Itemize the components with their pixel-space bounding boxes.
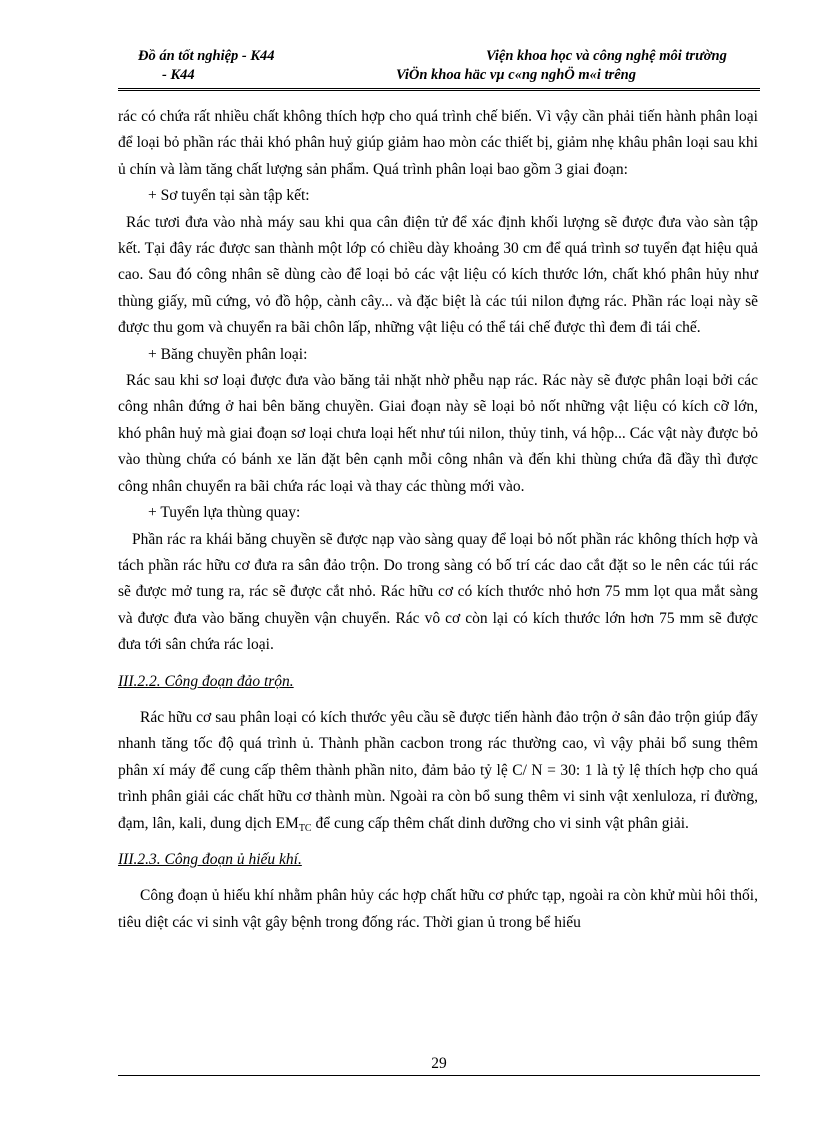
section-heading-u-hieu-khi: III.2.3. Công đoạn ủ hiếu khí. [118, 850, 302, 868]
paragraph: Phần rác ra khái băng chuyền sẽ được nạp vào sàng quay để loại bỏ nốt phần rác không thích hợp và tách phần rác hữu cơ đưa ra sân đảo trộn. Do trong sàng có bố trí các dao cắt đặt so le nên các túi rác sẽ được mở tung ra, rác sẽ được cắt nhỏ. Rác hữu cơ có kích thước nhỏ hơn 75 mm lọt qua mắt sàng và được đưa vào băng chuyền vận chuyển. Rác vô cơ còn lại có kích thước lớn hơn 75 mm sẽ được đưa tới sân chứa rác loại. [118, 530, 758, 654]
page-header [118, 48, 760, 88]
paragraph: Công đoạn ủ hiếu khí nhằm phân hủy các hợp chất hữu cơ phức tạp, ngoài ra còn khử mùi hôi thối, tiêu diệt các vi sinh vật gây bệnh trong đống rác. Thời gian ủ trong bể hiếu [118, 887, 758, 931]
footer-divider [118, 1075, 760, 1076]
section-heading-dao-tron: III.2.2. Công đoạn đảo trộn. [118, 672, 294, 690]
header-thesis-title: Đồ án tốt nghiệp - K44 [138, 48, 275, 64]
header-thesis-suffix: - K44 [162, 67, 195, 83]
header-divider [118, 88, 760, 91]
page-content [118, 104, 758, 936]
paragraph: Rác hữu cơ sau phân loại có kích thước yêu cầu sẽ được tiến hành đảo trộn ở sân đảo trộn giúp đẩy nhanh tăng tốc độ quá trình ủ. Thành phần cacbon trong rác thường cao, vì vậy phải bổ sung thêm phân xí máy để cung cấp thêm thành phần nito, đảm bảo tỷ lệ C/ N = 30: 1 là tỷ lệ thích hợp cho quá trình phân giải các chất hữu cơ thành mùn. Ngoài ra còn bổ sung thêm vi sinh vật xenluloza, rỉ đường, đạm, lân, kali, dung dịch $EM_{TC}$ để cung cấp thêm chất dinh dưỡng cho vi sinh vật phân giải. [118, 708, 758, 834]
paragraph: rác có chứa rất nhiều chất không thích hợp cho quá trình chế biến. Vì vậy cần phải tiến hành phân loại để loại bỏ phần rác thải khó phân huỷ giúp giảm hao mòn các thiết bị, giảm nhẹ khâu phân loại sau khi ủ chín và làm tăng chất lượng sản phẩm. Quá trình phân loại bao gồm 3 giai đoạn: [118, 108, 758, 178]
header-institute-garbled: ViÖn khoa häc vµ c«ng nghÖ m«i trêng [396, 67, 636, 83]
header-institute-name: Viện khoa học và công nghệ môi trường [486, 48, 727, 64]
bullet-heading-tuyen-lua: + Tuyển lựa thùng quay: [148, 504, 301, 522]
page-number: 29 [431, 1055, 447, 1072]
subscript-tc: TC [298, 822, 312, 834]
bullet-heading-so-tuyen: + Sơ tuyển tại sàn tập kết: [148, 187, 310, 205]
bullet-heading-bang-chuyen: + Băng chuyền phân loại: [148, 345, 308, 363]
paragraph: Rác sau khi sơ loại được đưa vào băng tải nhặt nhờ phễu nạp rác. Rác này sẽ được phân loại bởi các công nhân đứng ở hai bên băng chuyền. Giai đoạn này sẽ loại bỏ nốt những vật liệu có kích cỡ lớn, khó phân huỷ mà giai đoạn sơ loại chưa loại hết như túi nilon, thủy tinh, vá hộp... Các vật này được bỏ vào thùng chứa có bánh xe lăn đặt bên cạnh mỗi công nhân và đến khi thùng chứa đã đầy thì được công nhân chuyển ra bãi chứa rác loại và thay các thùng mới vào. [118, 372, 758, 495]
paragraph: Rác tươi đưa vào nhà máy sau khi qua cân điện tử để xác định khối lượng sẽ được đưa vào sàn tập kết. Tại đây rác được san thành một lớp có chiều dày khoảng 30 cm để quá trình sơ tuyển đạt hiệu quả cao. Sau đó công nhân sẽ dùng cào để loại bỏ các vật liệu có kích thước lớn, chất khó phân hủy như thùng giấy, mũ cứng, vỏ đồ hộp, cành cây... và đặc biệt là các túi nilon đựng rác. Phần rác loại này sẽ được thu gom và chuyển ra bãi chôn lấp, những vật liệu có thể tái chế được thì đem đi tái chế. [118, 213, 758, 337]
